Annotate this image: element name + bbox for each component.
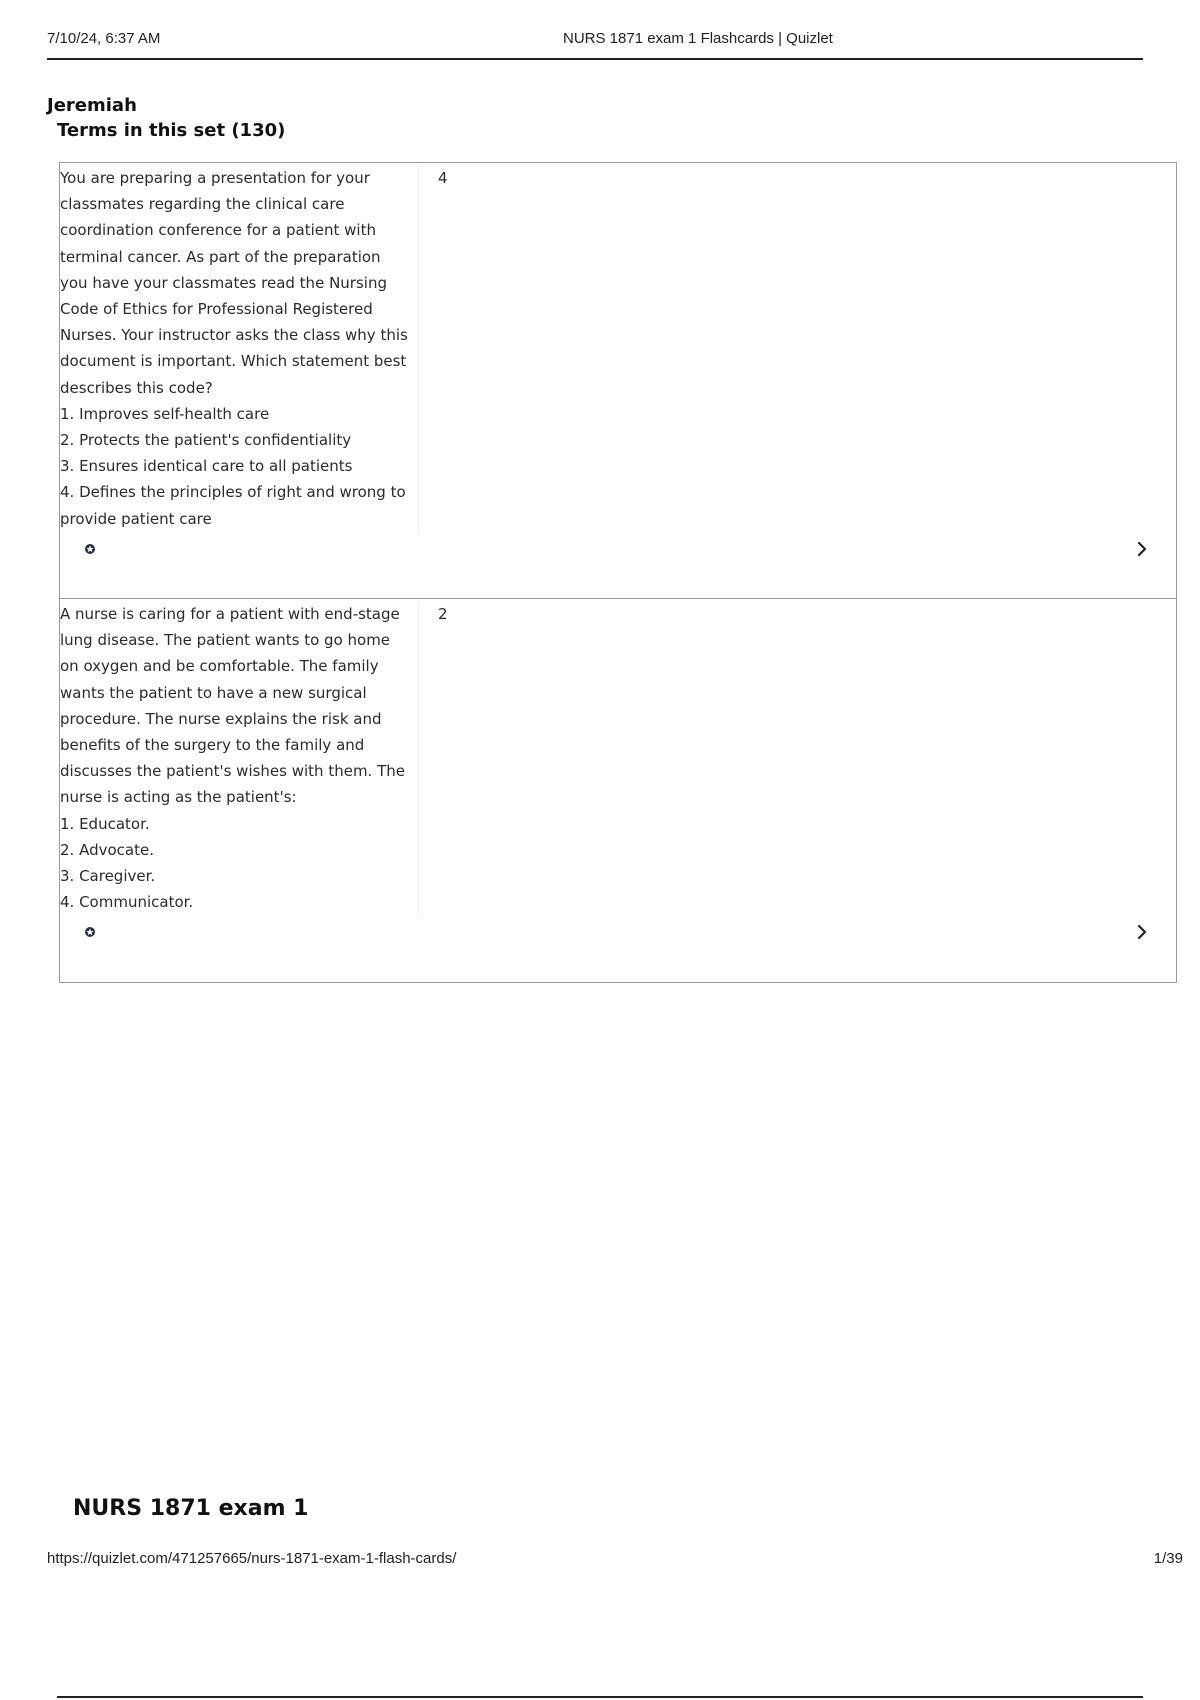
- term-option: 4. Defines the principles of right and wrong to provide patient care: [60, 483, 406, 528]
- star-icon: [84, 543, 96, 555]
- card-term: [60, 165, 419, 535]
- set-title: NURS 1871 exam 1: [73, 1496, 309, 1521]
- next-card-button[interactable]: [1132, 539, 1152, 559]
- print-page-number: 1/39: [1153, 1550, 1183, 1567]
- term-option: 3. Ensures identical care to all patients: [60, 457, 353, 476]
- term-option: 3. Caregiver.: [60, 867, 156, 886]
- print-header: [47, 30, 1143, 60]
- term-question: A nurse is caring for a patient with end-stage lung disease. The patient wants to go home on oxygen and be comfortable. The family wants the patient to have a new surgical procedure. The nurse explains the risk and benefits of the surgery to the family and discusses the patient's wishes with them. The nurse is acting as the patient's:: [60, 605, 405, 807]
- flashcard: [60, 599, 1176, 982]
- flashcard: [60, 163, 1176, 599]
- term-option: 2. Protects the patient's confidentiality: [60, 431, 352, 450]
- term-option: 1. Improves self-health care: [60, 404, 270, 423]
- star-button[interactable]: [82, 924, 98, 940]
- term-question: You are preparing a presentation for your classmates regarding the clinical care coordination conference for a patient with terminal cancer. As part of the preparation you have your classmates read the Nursing Code of Ethics for Professional Registered Nurses. Your instructor asks the class why this document is important. Which statement best describes this code?: [60, 169, 408, 397]
- chevron-right-icon: [1136, 541, 1148, 557]
- chevron-right-icon: [1136, 924, 1148, 940]
- flashcard-list: [59, 162, 1177, 983]
- card-term: [60, 601, 419, 916]
- next-card-button[interactable]: [1132, 922, 1152, 942]
- star-icon: [84, 926, 96, 938]
- terms-heading: Terms in this set (130): [57, 120, 286, 141]
- print-url: https://quizlet.com/471257665/nurs-1871-exam-1-flash-cards/: [47, 1550, 457, 1567]
- term-option: 2. Advocate.: [60, 840, 154, 859]
- term-option: 1. Educator.: [60, 814, 150, 833]
- card-definition: 4: [438, 169, 448, 187]
- bottom-divider: [57, 1696, 1143, 1698]
- print-datetime: 7/10/24, 6:37 AM: [47, 30, 161, 47]
- card-definition: 2: [438, 605, 448, 623]
- term-option: 4. Communicator.: [60, 893, 194, 912]
- author-name[interactable]: Jeremiah: [47, 95, 137, 116]
- star-button[interactable]: [82, 541, 98, 557]
- print-page-title: NURS 1871 exam 1 Flashcards | Quizlet: [563, 30, 833, 47]
